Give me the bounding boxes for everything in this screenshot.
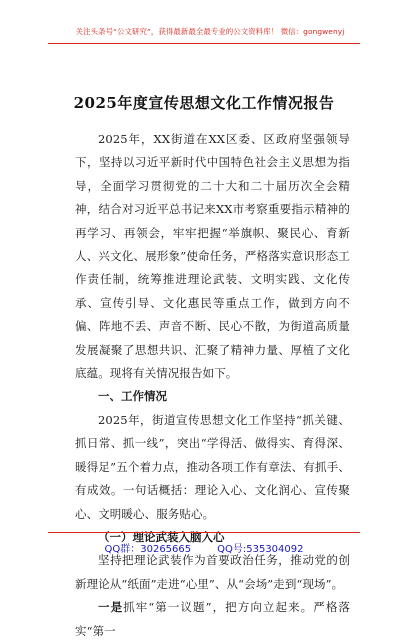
- subsection1-paragraph: 坚持把理论武装作为首要政治任务，推动党的创新理论从“纸面”走进“心里”、从“会场”走到“现场”。: [75, 553, 350, 591]
- footer-divider: [48, 532, 360, 533]
- point1-paragraph: [75, 596, 350, 643]
- qq-number: QQ号:535304092: [217, 544, 304, 555]
- qq-group-number: QQ群：30265665: [104, 544, 192, 555]
- intro-paragraph: 2025年，XX街道在XX区委、区政府坚强领导下，坚持以习近平新时代中国特色社会主义思想为指导，全面学习贯彻党的二十大和二十届历次全会精神，结合对习近平总书记来XX市考察重要指示精神的再学习、再领会，牢牢把握“举旗帜、聚民心、育新人、兴文化、展形象”使命任务，严格落实意识形态工作责任制，统筹推进理论武装、文明实践、文化传承、宣传引导、文化惠民等重点工作，做到方向不偏、阵地不丢、声音不断、民心不散，为街道高质量发展凝聚了思想共识、汇聚了精神力量、厚植了文化底蕴。现将有关情况报告如下。: [75, 132, 350, 381]
- page-footer: [0, 540, 408, 555]
- header-divider: [48, 43, 360, 44]
- point1-lead: 一是: [98, 600, 124, 615]
- point1-text: 抓牢“第一议题”，把方向立起来。严格落实“第一: [75, 600, 351, 638]
- subsection-heading-theory: （一）理论武装入脑入心: [98, 529, 225, 544]
- section-heading-work-status: 一、工作情况: [98, 389, 167, 404]
- document-body: [75, 128, 350, 643]
- document-title: 2025年度宣传思想文化工作情况报告: [73, 94, 335, 112]
- section1-paragraph: 2025年，街道宣传思想文化工作坚持“抓关键、抓日常、抓一线”，突出“学得活、做得实、育得深、暖得足”五个着力点，推动各项工作有章法、有抓手、有成效。一句话概括：理论入心、文化润心、宣传聚心、文明暖心、服务贴心。: [75, 412, 350, 521]
- page-header-promo: 关注头条号“公文研究”，获得最新最全最专业的公文资料库！ 微信：gongwenyj: [75, 27, 345, 36]
